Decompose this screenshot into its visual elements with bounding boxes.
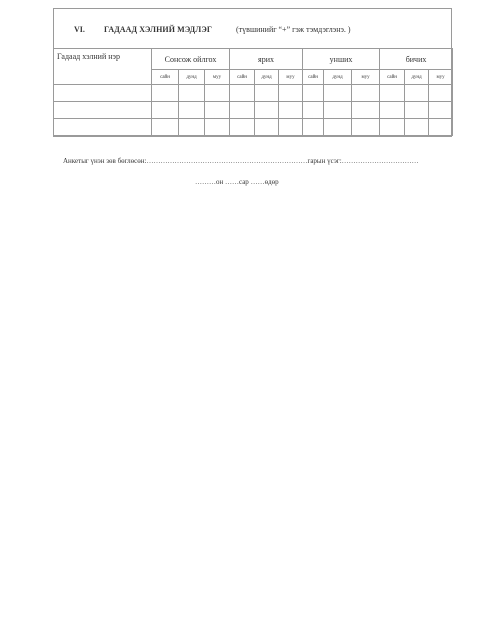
month-label: сар bbox=[239, 178, 249, 186]
level-cell[interactable] bbox=[405, 85, 429, 102]
level-cell[interactable] bbox=[380, 85, 405, 102]
section-header bbox=[54, 9, 451, 49]
date-line bbox=[195, 178, 279, 186]
level-cell[interactable] bbox=[380, 102, 405, 119]
level-header-average: дунд bbox=[324, 70, 352, 85]
level-cell[interactable] bbox=[255, 102, 279, 119]
level-cell[interactable] bbox=[152, 119, 179, 136]
language-skills-table bbox=[53, 48, 453, 136]
skill-header-speaking: ярих bbox=[230, 49, 303, 70]
level-cell[interactable] bbox=[230, 119, 255, 136]
table-header-row bbox=[54, 49, 453, 70]
level-header-poor: муу bbox=[429, 70, 453, 85]
skill-header-listening: Сонсож ойлгох bbox=[152, 49, 230, 70]
table-row bbox=[54, 119, 453, 136]
level-header-average: дунд bbox=[255, 70, 279, 85]
level-header-good: сайн bbox=[380, 70, 405, 85]
level-cell[interactable] bbox=[352, 119, 380, 136]
level-cell[interactable] bbox=[303, 102, 324, 119]
level-header-poor: муу bbox=[352, 70, 380, 85]
foreign-language-section bbox=[53, 8, 452, 137]
level-cell[interactable] bbox=[405, 102, 429, 119]
level-cell[interactable] bbox=[429, 85, 453, 102]
level-header-poor: муу bbox=[205, 70, 230, 85]
level-cell[interactable] bbox=[352, 102, 380, 119]
language-name-cell[interactable] bbox=[54, 85, 152, 102]
level-cell[interactable] bbox=[179, 85, 205, 102]
level-cell[interactable] bbox=[303, 119, 324, 136]
level-cell[interactable] bbox=[405, 119, 429, 136]
level-cell[interactable] bbox=[429, 102, 453, 119]
level-header-average: дунд bbox=[179, 70, 205, 85]
year-blank[interactable]: ……… bbox=[195, 178, 216, 186]
level-cell[interactable] bbox=[279, 102, 303, 119]
level-cell[interactable] bbox=[152, 102, 179, 119]
level-cell[interactable] bbox=[324, 102, 352, 119]
signature-label: гарын үсэг: bbox=[307, 157, 342, 165]
level-cell[interactable] bbox=[429, 119, 453, 136]
level-cell[interactable] bbox=[279, 85, 303, 102]
level-header-average: дунд bbox=[405, 70, 429, 85]
level-cell[interactable] bbox=[279, 119, 303, 136]
level-cell[interactable] bbox=[152, 85, 179, 102]
section-note: (түвшинийг “+” гэж тэмдэглэнэ. ) bbox=[236, 25, 351, 34]
language-name-cell[interactable] bbox=[54, 119, 152, 136]
level-cell[interactable] bbox=[230, 102, 255, 119]
filled-truthfully-label: Анкетыг үнэн зөв бөглөсөн: bbox=[63, 157, 147, 165]
signature-blank[interactable]: …………………………… bbox=[341, 157, 419, 165]
day-label: өдөр bbox=[264, 178, 279, 186]
level-header-poor: муу bbox=[279, 70, 303, 85]
level-cell[interactable] bbox=[303, 85, 324, 102]
day-blank[interactable]: …… bbox=[250, 178, 265, 186]
skill-header-writing: бичих bbox=[380, 49, 453, 70]
month-blank[interactable]: …… bbox=[225, 178, 239, 186]
level-cell[interactable] bbox=[324, 85, 352, 102]
skill-header-reading: унших bbox=[303, 49, 380, 70]
level-cell[interactable] bbox=[179, 102, 205, 119]
level-cell[interactable] bbox=[205, 85, 230, 102]
filled-by-blank[interactable]: …………………………………………………………… bbox=[146, 157, 308, 165]
level-cell[interactable] bbox=[179, 119, 205, 136]
table-row bbox=[54, 85, 453, 102]
year-label: он bbox=[216, 178, 224, 186]
level-header-good: сайн bbox=[152, 70, 179, 85]
level-cell[interactable] bbox=[255, 85, 279, 102]
level-cell[interactable] bbox=[352, 85, 380, 102]
level-cell[interactable] bbox=[205, 119, 230, 136]
language-name-header: Гадаад хэлний нэр bbox=[54, 49, 152, 85]
level-cell[interactable] bbox=[205, 102, 230, 119]
language-name-cell[interactable] bbox=[54, 102, 152, 119]
level-cell[interactable] bbox=[255, 119, 279, 136]
level-cell[interactable] bbox=[230, 85, 255, 102]
level-header-good: сайн bbox=[230, 70, 255, 85]
certification-line bbox=[63, 157, 419, 165]
level-header-good: сайн bbox=[303, 70, 324, 85]
table-row bbox=[54, 102, 453, 119]
level-cell[interactable] bbox=[324, 119, 352, 136]
level-cell[interactable] bbox=[380, 119, 405, 136]
section-number: VI. bbox=[74, 25, 85, 34]
section-title: ГАДААД ХЭЛНИЙ МЭДЛЭГ bbox=[104, 25, 213, 34]
